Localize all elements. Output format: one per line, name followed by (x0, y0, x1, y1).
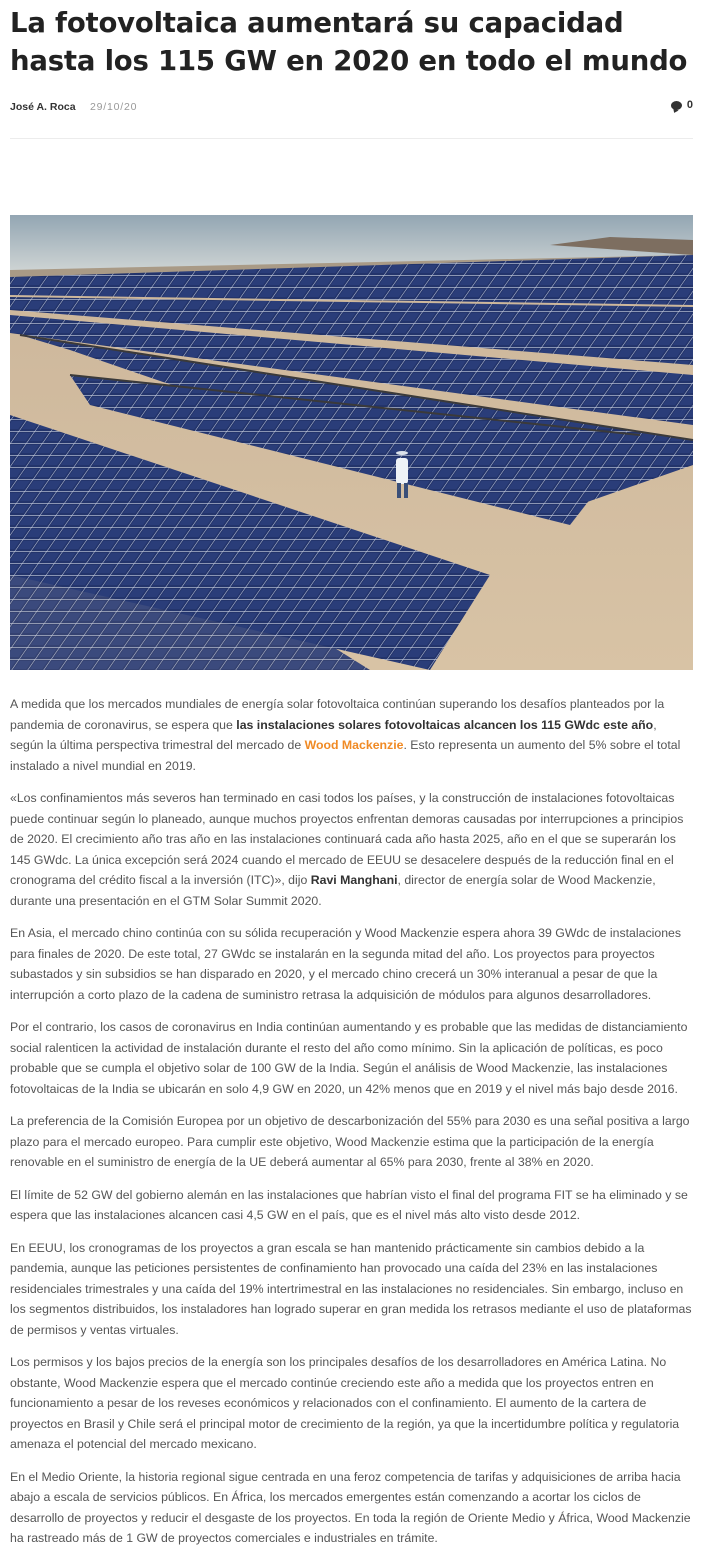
comment-count: 0 (686, 99, 693, 111)
article-title: La fotovoltaica aumentará su capacidad hasta los 115 GW en 2020 en todo el mundo (10, 7, 688, 77)
paragraph-9: En el Medio Oriente, la historia regional sigue centrada en una feroz competencia de tarifas y adquisiciones de arriba hacia abajo a escala de servicios públicos. En África, los mercados emergentes están comenzando a acortar los ciclos de desarrollo de proyectos y reducir el desgaste de los proyectos. En toda la región de Oriente Medio y África, Wood Mackenzie ha rastreado más de 1 GW de proyectos comerciales e industriales en trámite. (10, 1469, 691, 1545)
highlight-text: las instalaciones solares fotovoltaicas alcancen los 115 GWdc este año (236, 717, 654, 732)
paragraph-3: En Asia, el mercado chino continúa con su sólida recuperación y Wood Mackenzie espera ahora 39 GWdc de instalaciones para finales de 2020. De este total, 27 GWdc se instalarán en la segunda mitad del año. Los proyectos para proyectos subastados y sin subsidios se han disparado en 2020, y el mercado chino crecerá un 30% interanual a pesar de que la interrupción a corto plazo de la cadena de suministro retrasa la adquisición de módulos para algunos desarrolladores. (10, 926, 682, 1002)
wood-mackenzie-link[interactable]: Wood Mackenzie (304, 738, 404, 752)
hero-image (10, 215, 693, 670)
meta-divider (10, 138, 693, 139)
paragraph-2: «Los confinamientos más severos han terminado en casi todos los países, y la construcción de instalaciones fotovoltaicas puede continuar según lo planeado, aunque muchos proyectos enfrentan demoras causadas por interrupciones a principios de 2020. El crecimiento año tras año en las instalaciones continuará cada año hasta 2025, año en el que se superarán los 145 GWdc. La única excepción será 2024 cuando el mercado de EEUU se desacelere después de la reducción final en el cronograma del crédito fiscal a la inversión (ITC)», dijo Ravi Manghani, director de energía solar de Wood Mackenzie, durante una presentación en el GTM Solar Summit 2020. (10, 791, 684, 908)
paragraph-4: Por el contrario, los casos de coronavirus en India continúan aumentando y es probable que las medidas de distanciamiento social ralenticen la actividad de instalación durante el resto del año como mínimo. Sin la aplicación de políticas, es poco probable que se cumpla el objetivo solar de 100 GW de la India. Según el análisis de Wood Mackenzie, las instalaciones fotovoltaicas de la India se ubicarán en solo 4,9 GW en 2020, un 42% menos que en 2019 y el nivel más bajo desde 2016. (10, 1020, 688, 1096)
author-link[interactable]: José A. Roca (10, 101, 76, 113)
publish-date: 29/10/20 (90, 101, 138, 113)
paragraph-7: En EEUU, los cronogramas de los proyectos a gran escala se han mantenido prácticamente sin cambios debido a la pandemia, aunque las peticiones persistentes de confinamiento han provocado una caída del 23% en las instalaciones residenciales trimestrales y una caída del 19% intertrimestral en las instalaciones no residenciales. Sin embargo, incluso en los segmentos distribuidos, los instaladores han logrado superar en gran medida los retrasos mediante el uso de plataformas de permisos y ventas virtuales. (10, 1240, 692, 1337)
article-body (10, 694, 693, 1549)
paragraph-1: A medida que los mercados mundiales de energía solar fotovoltaica continúan superando los desafíos planteados por la pandemia de coronavirus, se espera que las instalaciones solares fotovoltaicas alcancen los 115 GWdc este año, según la última perspectiva trimestral del mercado de Wood Mackenzie. Esto representa un aumento del 5% sobre el total instalado a nivel mundial en 2019. (10, 697, 681, 773)
paragraph-8: Los permisos y los bajos precios de la energía son los principales desafíos de los desarrolladores en América Latina. No obstante, Wood Mackenzie espera que el mercado continúe creciendo este año a medida que los proyectos entren en funcionamiento a pesar de los reveses económicos y relacionados con el confinamiento. El aumento de la cartera de proyectos en Brasil y Chile será el principal motor de crecimiento de la región, ya que la incertidumbre política y regulatoria amenaza el potencial del mercado mexicano. (10, 1355, 680, 1451)
paragraph-6: El límite de 52 GW del gobierno alemán en las instalaciones que habrían visto el final del programa FIT se ha eliminado y se espera que las instalaciones alcancen casi 4,5 GW en el país, que es el nivel más alto visto desde 2012. (10, 1187, 688, 1222)
comments-link[interactable] (671, 99, 693, 111)
person-name: Ravi Manghani (310, 873, 398, 887)
solar-farm-photo (10, 215, 693, 670)
comment-icon (671, 101, 682, 110)
paragraph-5: La preferencia de la Comisión Europea por un objetivo de descarbonización del 55% para 2030 es una señal positiva a largo plazo para el mercado europeo. Para cumplir este objetivo, Wood Mackenzie estima que la participación de la energía renovable en el suministro de energía de la UE deberá aumentar al 65% para 2030, frente al 38% en 2020. (10, 1114, 690, 1169)
article-meta (10, 99, 693, 121)
